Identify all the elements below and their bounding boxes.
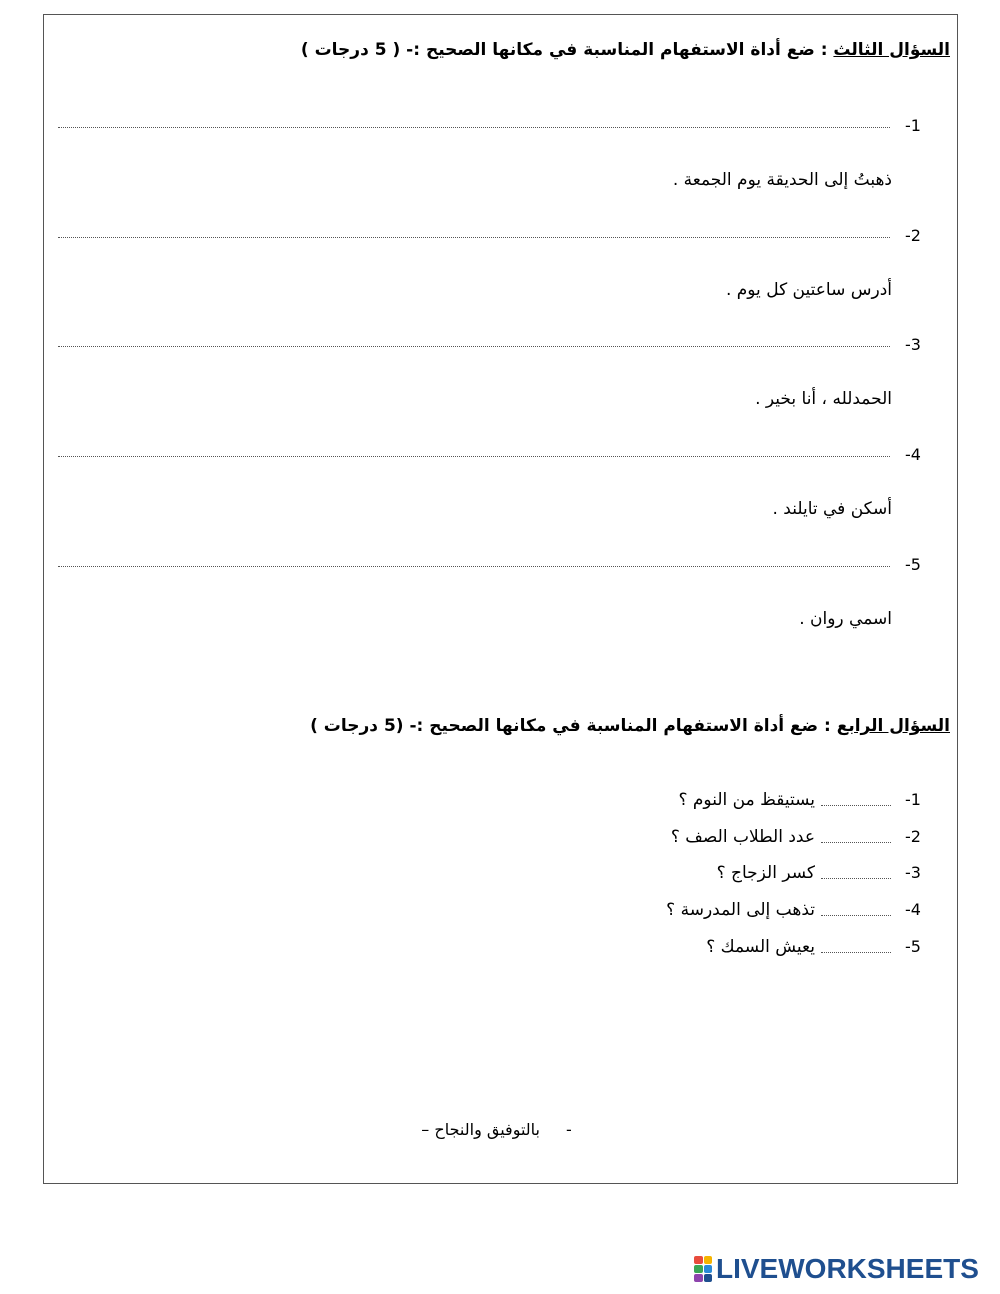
question-number: -4 (905, 445, 921, 464)
section3-heading (301, 40, 950, 60)
section4-item (0, 790, 1000, 816)
section4-item (0, 827, 1000, 853)
section3-heading-label: السؤال الثالث (833, 40, 950, 60)
blank-line[interactable] (821, 915, 891, 916)
question-text: يعيش السمك ؟ (706, 937, 815, 957)
question-text: عدد الطلاب الصف ؟ (670, 827, 815, 847)
blank-line[interactable] (821, 805, 891, 806)
blank-line[interactable] (821, 878, 891, 879)
answer-line[interactable] (58, 456, 890, 457)
answer-text: أدرس ساعتين كل يوم . (725, 280, 892, 300)
question-number: -1 (905, 790, 921, 809)
question-number: -2 (905, 226, 921, 245)
question-text: كسر الزجاج ؟ (716, 863, 815, 883)
question-number: -5 (905, 937, 921, 956)
section4-heading-label: السؤال الرابع (836, 716, 950, 736)
brand-name: LIVEWORKSHEETS (716, 1253, 979, 1284)
answer-text: الحمدلله ، أنا بخير . (755, 389, 892, 409)
answer-line[interactable] (58, 346, 890, 347)
footer-wish-text: بالتوفيق والنجاح – (421, 1120, 540, 1139)
question-number: -1 (905, 116, 921, 135)
blank-line[interactable] (821, 842, 891, 843)
section3-heading-instructions: : ضع أداة الاستفهام المناسبة في مكانها الصحيح :- ( 5 درجات ) (300, 40, 834, 60)
question-text: يستيقظ من النوم ؟ (678, 790, 815, 810)
question-number: -4 (905, 900, 921, 919)
section4-heading-instructions: : ضع أداة الاستفهام المناسبة في مكانها الصحيح :- (5 درجات ) (310, 716, 837, 736)
question-number: -2 (905, 827, 921, 846)
question-number: -5 (905, 555, 921, 574)
question-number: -3 (905, 863, 921, 882)
answer-text: ذهبتُ إلى الحديقة يوم الجمعة . (672, 170, 892, 190)
question-number: -3 (905, 335, 921, 354)
liveworksheets-logo-icon (694, 1256, 712, 1282)
footer-dash: - (566, 1120, 572, 1139)
answer-line[interactable] (58, 566, 890, 567)
section4-heading (310, 716, 950, 736)
blank-line[interactable] (821, 952, 891, 953)
section4-item (0, 937, 1000, 963)
section4-item (0, 863, 1000, 889)
answer-line[interactable] (58, 127, 890, 128)
answer-text: اسمي روان . (799, 609, 892, 629)
section4-item (0, 900, 1000, 926)
liveworksheets-logo[interactable] (694, 1254, 979, 1284)
question-text: تذهب إلى المدرسة ؟ (666, 900, 815, 920)
answer-line[interactable] (58, 237, 890, 238)
answer-text: أسكن في تايلند . (772, 499, 892, 519)
